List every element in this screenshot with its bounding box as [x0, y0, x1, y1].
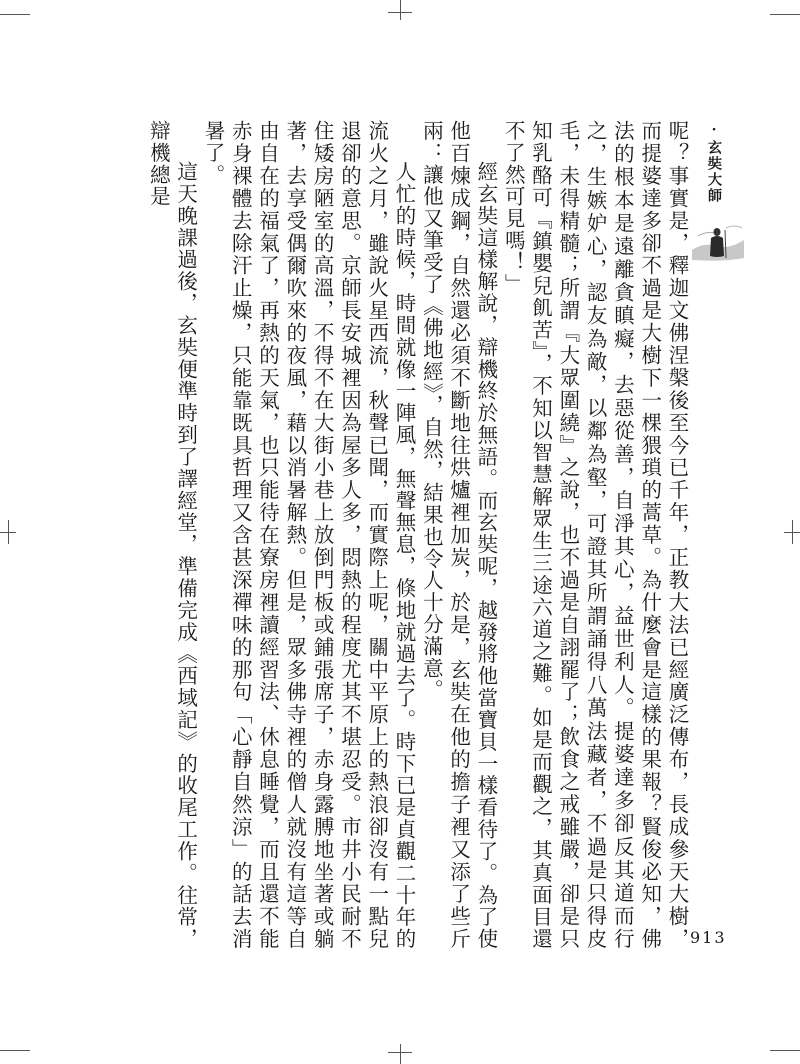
crop-mark-bottom-left-h: [0, 1050, 30, 1051]
paragraph-4: 這天晚課過後，玄奘便準時到了譯經堂，準備完成《西域記》的收尾工作。往常，辯機總是: [146, 120, 198, 950]
crop-mark-top-left-h: [0, 14, 30, 15]
crop-mark-left-mid-v: [8, 520, 9, 544]
crop-mark-top-center-h: [388, 12, 412, 13]
header-bullet: ·: [706, 122, 722, 140]
crop-mark-bottom-center-h: [388, 1052, 412, 1053]
crop-mark-top-center-v: [400, 0, 401, 20]
crop-mark-bottom-center-v: [400, 1044, 401, 1064]
running-header: [699, 122, 723, 204]
crop-mark-top-right-h: [770, 14, 800, 15]
header-title: 玄奘大師: [706, 140, 722, 204]
body-text: [146, 120, 690, 950]
crop-mark-bottom-right-h: [770, 1050, 800, 1051]
paragraph-2: 經玄奘這樣解說，辯機終於無語。而玄奘呢，越發將他當寶貝一樣看待了。為了使他百煉成鋼，自然還必須不斷地往烘爐裡加炭，於是，玄奘在他的擔子裡又添了些斤兩：讓他又筆受了《佛地經》，自然，結果也令人十分滿意。: [419, 120, 498, 950]
monk-illustration: [690, 210, 746, 266]
paragraph-1: 呢？事實是，釋迦文佛涅槃後至今已千年，正教大法已經廣泛傳布，長成參天大樹，而提婆達多卻不過是大樹下一棵猥瑣的蒿草。為什麼會是這樣的果報？賢俊必知，佛法的根本是遠離貪瞋癡，去惡從善，自淨其心，益世利人。提婆達多卻反其道而行之，生嫉妒心，認友為敵，以鄰為壑，可證其所謂誦得八萬法藏者，不過是只得皮毛，未得精髓；所謂『大眾圍繞』之說，也不過是自詡罷了；飲食之戒雖嚴，卻是只知乳酪可『鎮嬰兒飢苦』，不知以智慧解眾生三途六道之難。如是而觀之，其真面目還不了然可見嗎！」: [501, 120, 689, 950]
crop-mark-right-mid-v: [792, 520, 793, 544]
page-number: 913: [690, 928, 727, 947]
paragraph-3: 人忙的時候，時間就像一陣風，無聲無息，倏地就過去了。時下已是貞觀二十年的流火之月，雖說火星西流，秋聲已聞，而實際上呢，關中平原上的熱浪卻沒有一點兒退卻的意思。京師長安城裡因為屋多人多，悶熱的程度尤其不堪忍受。市井小民耐不住矮房陋室的高溫，不得不在大街小巷上放倒門板或鋪張席子，赤身露膊地坐著或躺著，去享受偶爾吹來的夜風，藉以消暑解熱。但是，眾多佛寺裡的僧人就沒有這等自由自在的福氣了，再熱的天氣，也只能待在寮房裡讀經習法、休息睡覺，而且還不能赤身裸體去除汗止燥，只能靠既具哲理又含甚深禪味的那句「心靜自然涼」的話去消暑了。: [200, 120, 417, 950]
